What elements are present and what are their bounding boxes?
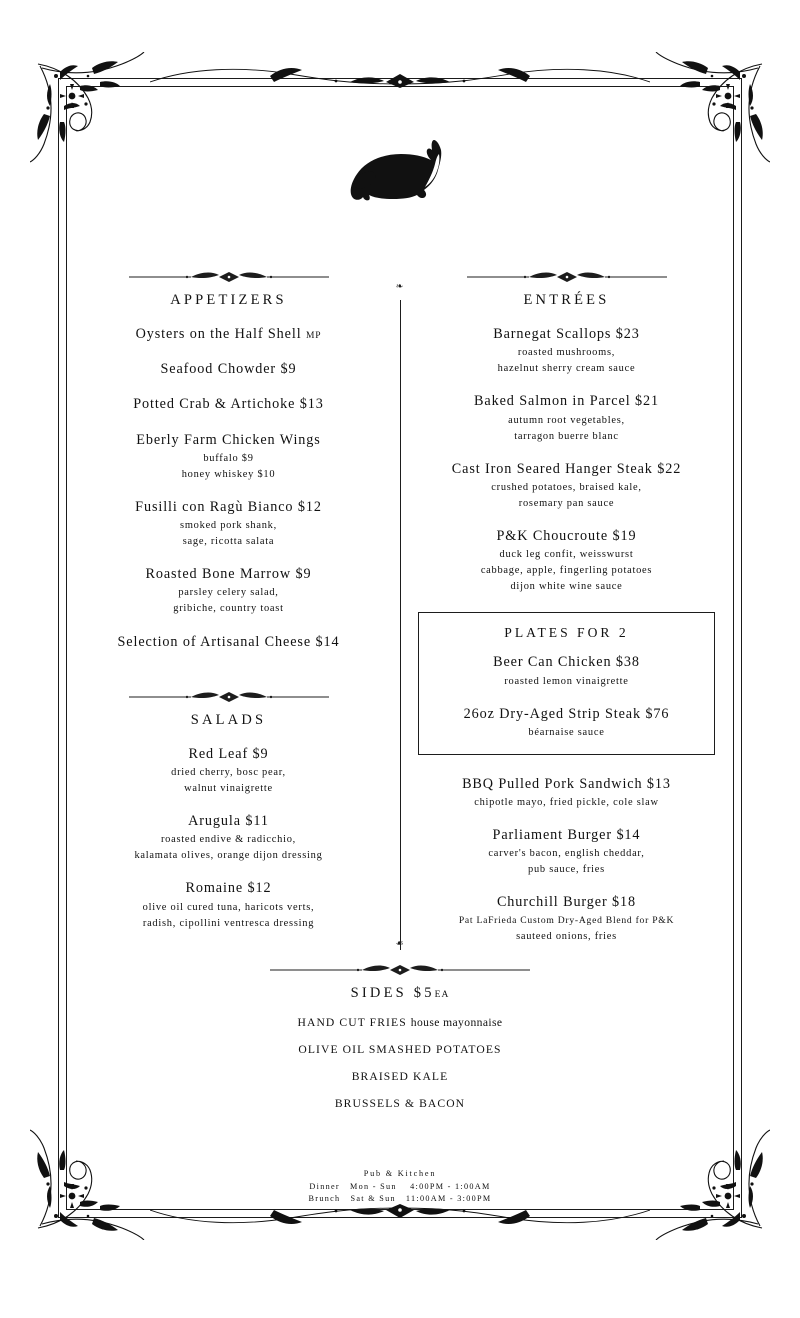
menu-item-description: tarragon buerre blanc (514, 430, 619, 442)
menu-item-description: Pat LaFrieda Custom Dry-Aged Blend for P&K (458, 914, 675, 926)
menu-item (425, 705, 708, 740)
sides-price-unit: EA (434, 990, 450, 1000)
restaurant-name: Pub & Kitchen (363, 1169, 437, 1178)
section-title-entrees: ENTRÉES (523, 292, 610, 308)
menu-item-name: Potted Crab & Artichoke $13 (133, 396, 324, 413)
list-item (150, 1016, 650, 1029)
menu-item-description: autumn root vegetables, (508, 414, 625, 426)
menu-item (76, 431, 381, 482)
side-description: house mayonnaise (410, 1016, 503, 1029)
section-rule-appetizers-icon (129, 270, 329, 284)
menu-item-description: honey whiskey $10 (181, 468, 276, 480)
column-divider (400, 300, 401, 950)
menu-item-description: hazelnut sherry cream sauce (497, 363, 636, 375)
menu-item (76, 325, 381, 344)
menu-item (414, 893, 719, 943)
menu-item-name: Cast Iron Seared Hanger Steak $22 (451, 460, 682, 477)
center-ornament-bottom: ☙ (395, 938, 405, 948)
sides-title-label: SIDES (350, 985, 407, 1001)
menu-item-name: Baked Salmon in Parcel $21 (474, 393, 659, 410)
menu-item-description: dijon white wine sauce (510, 581, 623, 593)
menu-item-description: kalamata olives, orange dijon dressing (134, 850, 323, 862)
menu-item (76, 633, 381, 652)
menu-item (414, 325, 719, 376)
menu-item-name: Seafood Chowder $9 (160, 361, 297, 378)
menu-item-description: rosemary pan sauce (518, 497, 615, 509)
menu-item-description: parsley celery salad, (178, 587, 279, 599)
hours-row-brunch: Brunch Sat & Sun 11:00AM - 3:00PM (308, 1194, 492, 1204)
menu-item-name: Parliament Burger $14 (492, 827, 641, 844)
hours-block (200, 1168, 600, 1206)
logo (0, 136, 800, 211)
menu-item-description: buffalo $9 (203, 452, 254, 464)
side-name: HAND CUT FRIES (297, 1016, 407, 1029)
menu-item (76, 395, 381, 414)
list-item (150, 1043, 650, 1056)
menu-item-name: Oysters on the Half Shell MP (135, 326, 322, 342)
sides-price: $5 (413, 985, 435, 1001)
menu-item-name: Churchill Burger $18 (496, 894, 637, 911)
plates-for-two-box (418, 612, 715, 755)
menu-item-description: carver's bacon, english cheddar, (488, 848, 645, 860)
menu-item-description: roasted lemon vinaigrette (504, 675, 629, 687)
menu-item-description: radish, cipollini ventresca dressing (142, 917, 315, 929)
menu-item-name: Beer Can Chicken $38 (493, 654, 640, 671)
center-ornament-top: ❧ (395, 281, 405, 291)
menu-item (76, 745, 381, 796)
menu-item-description: sauteed onions, fries (516, 930, 617, 942)
menu-item-description: crushed potatoes, braised kale, (491, 481, 642, 493)
menu-item (414, 460, 719, 511)
menu-item-description: walnut vinaigrette (184, 782, 273, 794)
menu-item-name: Red Leaf $9 (188, 745, 269, 762)
section-rule-entrees-icon (467, 270, 667, 284)
list-item (150, 1070, 650, 1083)
spacer (76, 668, 381, 690)
menu-item-name: Barnegat Scallops $23 (493, 326, 640, 342)
rabbit-silhouette-icon (345, 136, 455, 206)
side-name: BRUSSELS & BACON (334, 1097, 466, 1110)
menu-item (76, 879, 381, 930)
section-rule-sides-icon (270, 963, 530, 977)
menu-item-description: duck leg confit, weisswurst (499, 549, 634, 561)
menu-item-description: chipotle mayo, fried pickle, cole slaw (474, 797, 659, 809)
menu-item-description: béarnaise sauce (528, 726, 605, 738)
menu-item-description: dried cherry, bosc pear, (171, 766, 286, 778)
section-title-appetizers: APPETIZERS (170, 292, 287, 308)
menu-item (76, 812, 381, 863)
menu-item (76, 360, 381, 379)
menu-item-name: 26oz Dry-Aged Strip Steak $76 (463, 705, 670, 722)
menu-item (414, 392, 719, 443)
sides-section (150, 963, 650, 1124)
menu-item (425, 653, 708, 688)
menu-item (414, 826, 719, 877)
menu-item-name: Romaine $12 (185, 880, 272, 897)
menu-item-description: smoked pork shank, (180, 520, 277, 532)
menu-item-price-mp: MP (306, 331, 322, 341)
list-item (150, 1097, 650, 1110)
section-title-plates-for-two: PLATES FOR 2 (504, 625, 629, 641)
menu-item-description: olive oil cured tuna, haricots verts, (142, 901, 315, 913)
menu-item-description: gribiche, country toast (173, 603, 284, 615)
side-name: BRAISED KALE (351, 1070, 449, 1083)
menu-item (414, 527, 719, 594)
menu-item-name: Eberly Farm Chicken Wings (136, 431, 321, 448)
menu-item-name: Selection of Artisanal Cheese $14 (117, 633, 340, 650)
left-column (76, 270, 381, 947)
menu-item-description: cabbage, apple, fingerling potatoes (480, 565, 653, 577)
menu-item-description: roasted endive & radicchio, (160, 834, 297, 846)
section-title-salads: SALADS (190, 711, 267, 728)
menu-item-description: pub sauce, fries (528, 864, 605, 876)
menu-item-name: Arugula $11 (188, 813, 269, 829)
menu-item-name: Roasted Bone Marrow $9 (145, 566, 312, 583)
section-title-sides (150, 985, 650, 1002)
menu-item (76, 565, 381, 616)
menu-item-name: Fusilli con Ragù Bianco $12 (135, 498, 322, 515)
section-rule-salads-icon (129, 690, 329, 704)
menu-item-name: P&K Choucroute $19 (496, 527, 637, 544)
menu-item (76, 498, 381, 549)
menu-item-description: sage, ricotta salata (182, 536, 275, 548)
hours-row-dinner: Dinner Mon - Sun 4:00PM - 1:00AM (309, 1181, 491, 1191)
right-column (414, 270, 719, 960)
side-name: OLIVE OIL SMASHED POTATOES (298, 1043, 502, 1056)
menu-item-name: BBQ Pulled Pork Sandwich $13 (462, 775, 671, 792)
menu-item (414, 775, 719, 810)
menu-item-description: roasted mushrooms, (517, 347, 616, 359)
